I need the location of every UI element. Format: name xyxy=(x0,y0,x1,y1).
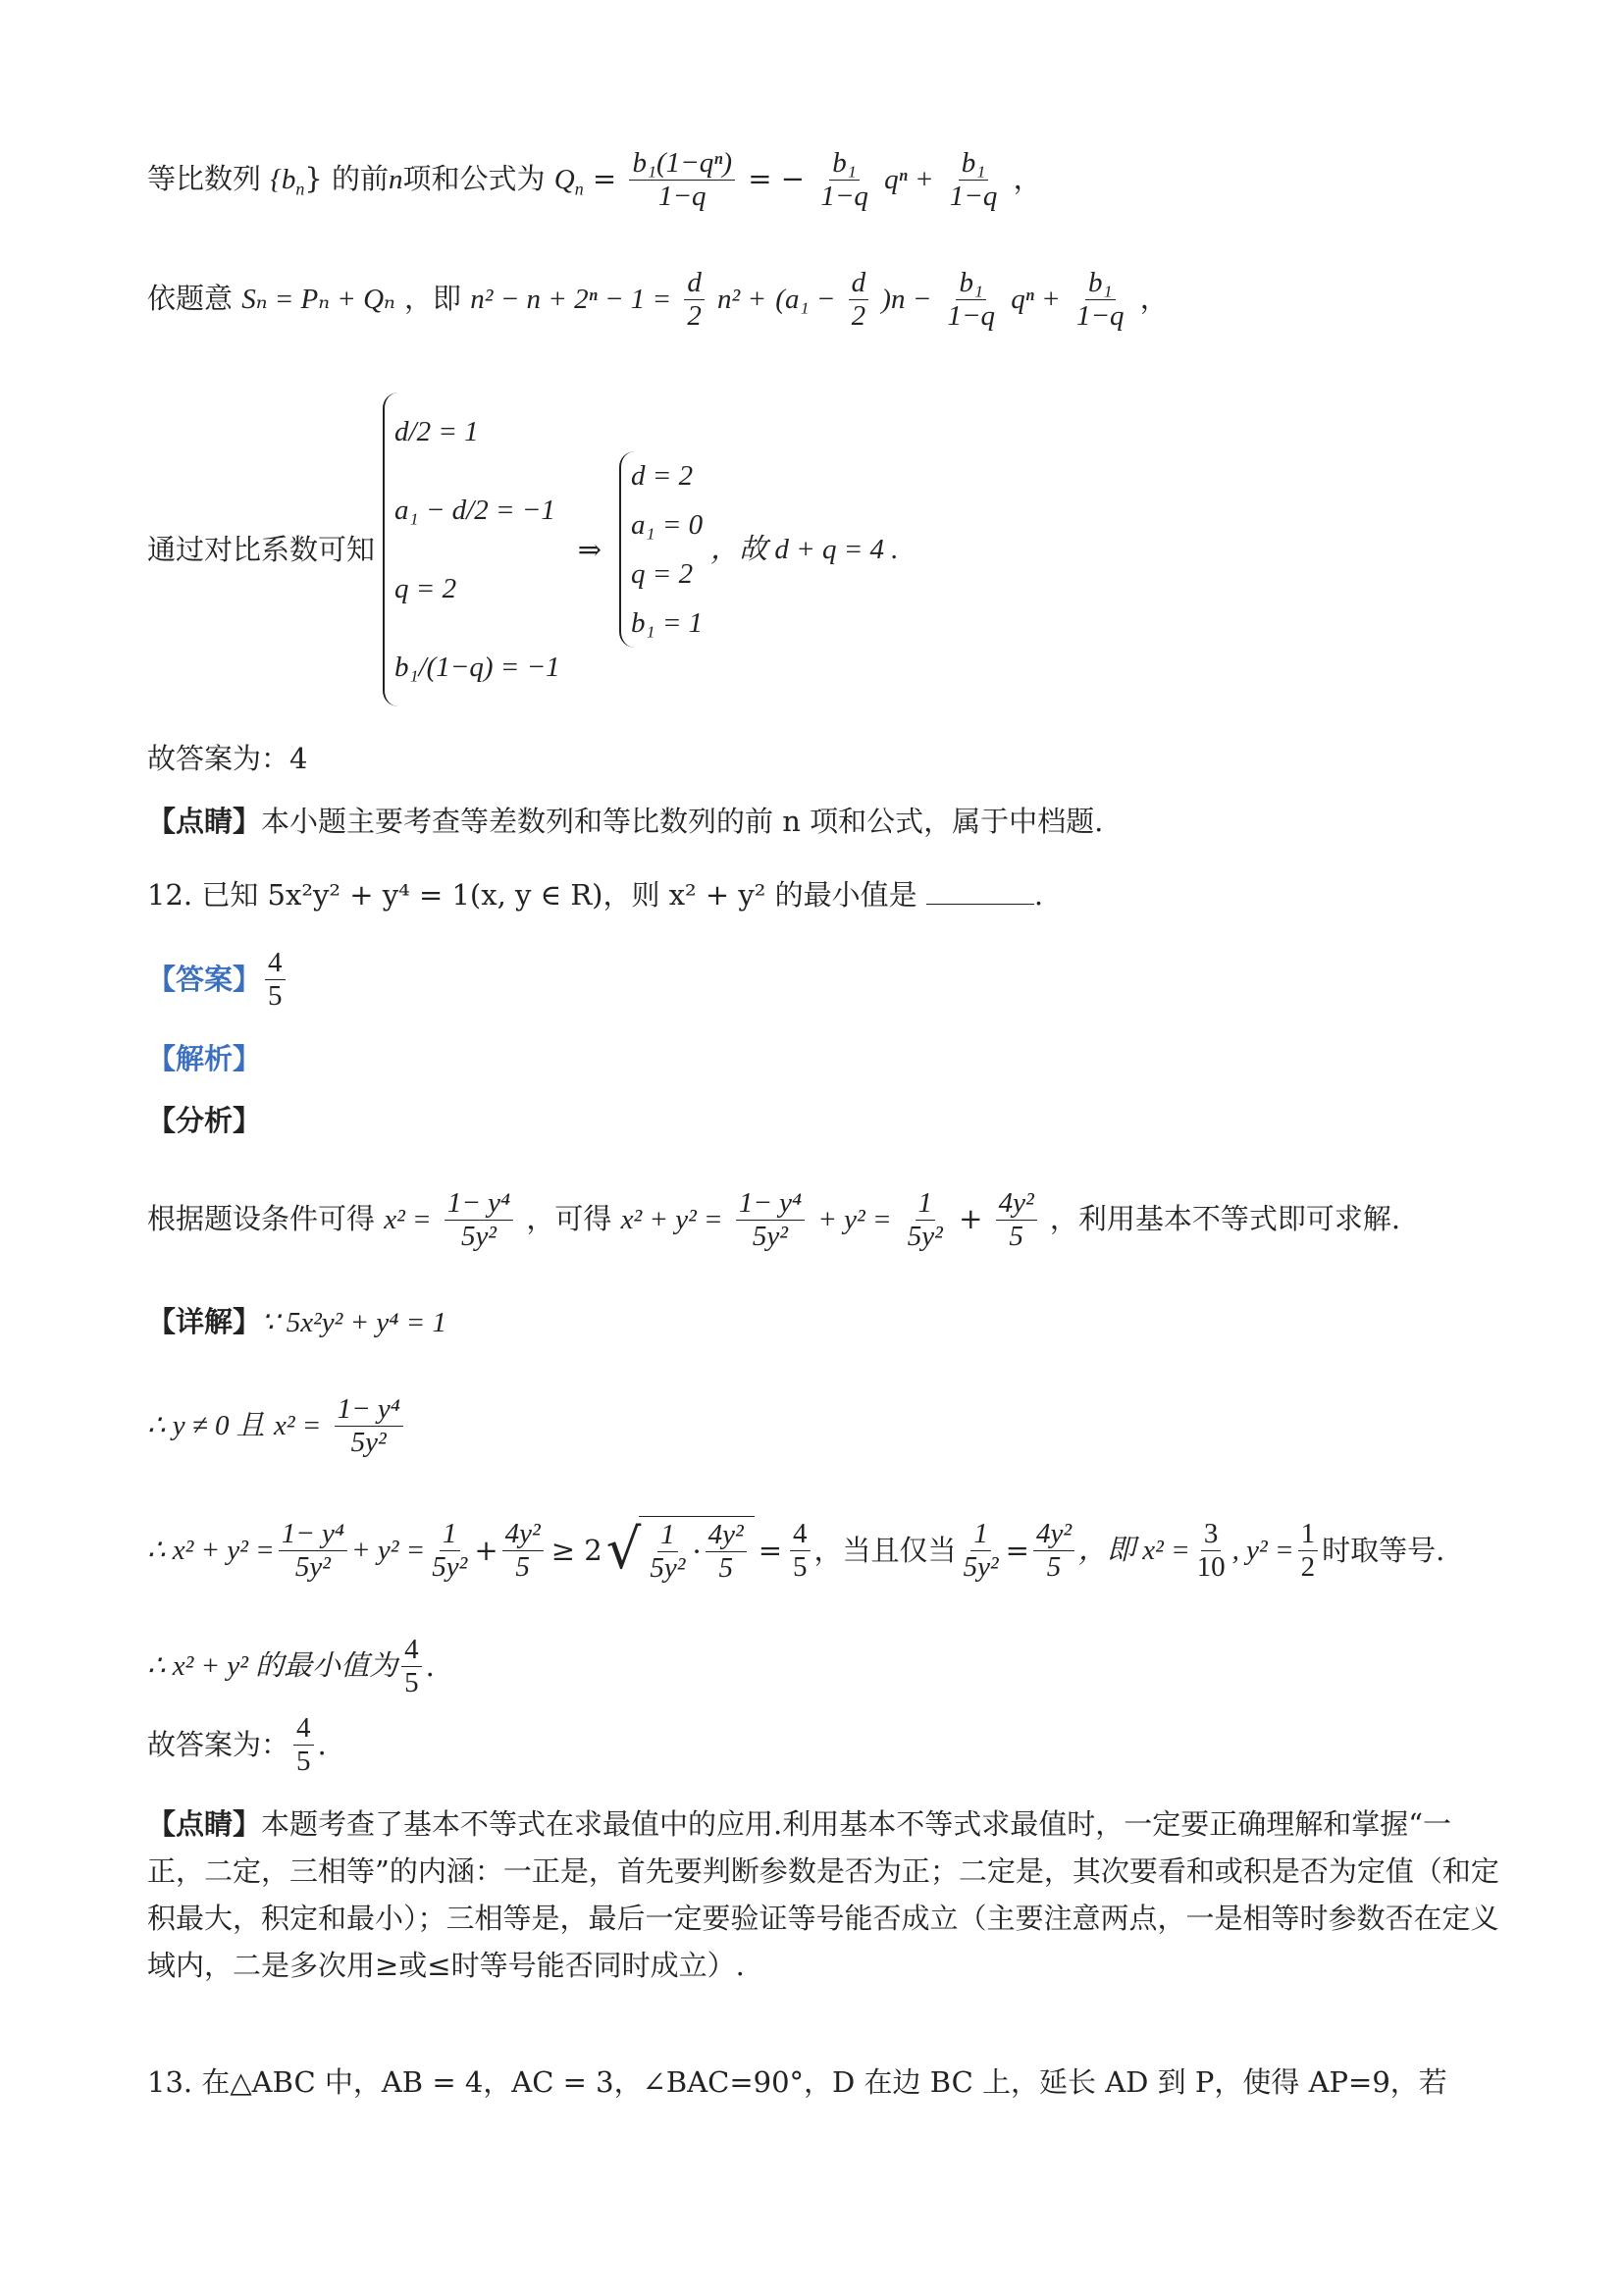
fraction: $\frac{d}{2}$ xyxy=(849,267,869,334)
math: n² − n + 2ⁿ − 1 = xyxy=(470,283,672,315)
math: x² + y² = xyxy=(620,1203,723,1235)
math: + y² = xyxy=(817,1203,892,1235)
math: x² = xyxy=(384,1203,432,1235)
math: ∴ y ≠ 0 且 xyxy=(147,1409,265,1441)
math: ≥ 2 xyxy=(550,1533,602,1567)
comment-tag: 【点睛】 xyxy=(147,1807,262,1841)
math: n xyxy=(389,163,403,195)
equation-system-2: d = 2 a₁ = 0 q = 2 b₁ = 1 xyxy=(619,451,703,648)
text: ，可得 xyxy=(526,1201,612,1235)
math: x² = xyxy=(273,1409,322,1441)
comment-text: 本小题主要考查等差数列和等比数列的前 n 项和公式，属于中档题. xyxy=(261,805,1104,838)
math: } xyxy=(304,161,323,195)
question-number: 12. xyxy=(147,878,193,912)
math: = xyxy=(758,1533,783,1567)
fraction: $\frac{\text{1− y⁴}}{\text{5y²}}$ xyxy=(335,1393,403,1460)
question-13 xyxy=(147,2065,1447,2100)
fraction: $\frac{1}{2}$ xyxy=(1298,1518,1319,1585)
fraction: $\frac{\text{b₁}}{1-q}$ xyxy=(1075,267,1125,333)
math: + xyxy=(959,1201,983,1235)
math: = − xyxy=(748,161,806,195)
answer-blank xyxy=(926,882,1034,905)
analysis-tag xyxy=(147,1042,261,1076)
answer-block xyxy=(147,947,289,1014)
text: 【解析】 xyxy=(147,1042,262,1075)
math: qⁿ + xyxy=(1011,283,1061,315)
fraction: $\frac{\text{1− y⁴}}{\text{5y²}}$ xyxy=(445,1187,513,1254)
fraction: $\frac{\text{4y²}}{5}$ xyxy=(996,1187,1037,1254)
math: n xyxy=(295,179,305,199)
step-2 xyxy=(147,1516,1444,1586)
question-text: 已知 5x²y² + y⁴ = 1(x, y ∈ R)，则 x² + y² 的最小值是 xyxy=(201,878,917,912)
answer-line: 故答案为：4 xyxy=(147,742,308,775)
fraction: $\frac{\text{b₁}}{1-q}$ xyxy=(949,147,998,213)
math: Q xyxy=(553,163,575,195)
text: ，当且仅当 xyxy=(813,1533,957,1567)
text: 【详解】 xyxy=(147,1305,262,1338)
fraction: $\frac{4}{5}$ xyxy=(401,1634,422,1700)
math: Sₙ = Pₙ + Qₙ xyxy=(241,283,395,315)
math: n² + xyxy=(717,283,767,315)
geometric-sum-formula-line xyxy=(147,147,1042,214)
math: ∵ 5x²y² + y⁴ = 1 xyxy=(261,1307,446,1338)
fraction: $\frac{1}{\text{5y²}}$ xyxy=(907,1187,943,1253)
math: , y² = xyxy=(1231,1534,1294,1566)
fraction: $\frac{4}{5}$ xyxy=(790,1518,811,1585)
implies-arrow: ⇒ xyxy=(577,532,602,566)
math: + y² = xyxy=(351,1534,426,1566)
fraction: $\frac{\text{1− y⁴}}{\text{5y²}}$ xyxy=(736,1187,805,1254)
math: · xyxy=(692,1535,702,1569)
fraction: $\frac{\text{4y²}}{5}$ xyxy=(502,1518,544,1585)
answer-tag: 【答案】 xyxy=(147,963,262,997)
sqrt-sign: √ xyxy=(605,1518,642,1583)
math: )n − xyxy=(881,283,932,315)
math: ，故 d + q = 4 . xyxy=(710,533,899,565)
fraction: $\frac{1}{\text{5y²}}$ xyxy=(650,1519,686,1585)
fraction: $\frac{4}{5}$ xyxy=(293,1712,314,1779)
comment-text: 本题考查了基本不等式在求最值中的应用.利用基本不等式求最值时，一定要正确理解和掌握“一正，二定，三相等”的内涵：一正是，首先要判断参数是否为正；二定是，其次要看和或积是否为定值（和定积最大，积定和最小）；三相等是，最后一定要验证等号能否成立（主要注意两点，一是相等时参数否在定义域内，二是多次用≥或≤时等号能否同时成立）. xyxy=(147,1807,1499,1982)
text: 的前 xyxy=(332,161,390,195)
math: ，即 x² = xyxy=(1078,1534,1190,1566)
fenxi-tag xyxy=(147,1104,261,1138)
math: n xyxy=(574,179,584,199)
step-3 xyxy=(147,1634,435,1700)
text: 等比数列 xyxy=(147,161,262,195)
math: ∴ x² + y² = xyxy=(147,1534,275,1566)
math: ∴ x² + y² 的最小值为 xyxy=(147,1650,398,1683)
sqrt-expression xyxy=(606,1516,755,1586)
fraction: $\frac{\text{b₁}}{1-q}$ xyxy=(947,267,996,333)
question-12 xyxy=(147,878,1043,913)
analysis-line xyxy=(147,1187,1400,1254)
detail-line xyxy=(147,1305,446,1340)
text: ，即 xyxy=(404,281,462,315)
fraction: $\frac{\text{b₁(1−qⁿ)}}{1-q}$ xyxy=(629,147,735,214)
math: + xyxy=(474,1533,498,1567)
fraction: $\frac{1}{\text{5y²}}$ xyxy=(963,1517,999,1583)
answer-line-2 xyxy=(147,1712,327,1779)
text: ， xyxy=(1139,281,1169,315)
fraction: $\frac{3}{10}$ xyxy=(1196,1517,1226,1583)
text: 时取等号. xyxy=(1322,1533,1445,1567)
text: 通过对比系数可知 xyxy=(147,532,376,566)
comment-tag: 【点睛】 xyxy=(147,805,262,838)
text: 【分析】 xyxy=(147,1104,262,1137)
equation-system-1: d/2 = 1 a₁ − d/2 = −1 q = 2 b₁/(1−q) = −1 xyxy=(383,392,560,706)
math: = xyxy=(592,161,617,195)
math: {b xyxy=(270,163,296,195)
text: 项和公式为 xyxy=(402,161,546,195)
question-text: 在△ABC 中，AB = 4，AC = 3，∠BAC=90°，D 在边 BC 上，延长 AD 到 P，使得 AP=9，若 xyxy=(201,2065,1447,2099)
text: 依题意 xyxy=(147,281,234,315)
math: (a₁ − xyxy=(775,283,836,315)
text: 故答案为： xyxy=(147,1728,290,1762)
fraction: $\frac{d}{2}$ xyxy=(684,267,705,334)
fraction: $\frac{\text{1− y⁴}}{\text{5y²}}$ xyxy=(279,1518,347,1585)
math: = xyxy=(1005,1533,1029,1567)
text: 根据题设条件可得 xyxy=(147,1201,376,1235)
comment-paragraph xyxy=(147,1800,1501,1989)
fraction: $\frac{\text{4y²}}{5}$ xyxy=(1033,1518,1074,1585)
math: qⁿ + xyxy=(884,163,934,195)
fraction: $\frac{1}{\text{5y²}}$ xyxy=(432,1517,468,1583)
text: ，利用基本不等式即可求解. xyxy=(1049,1201,1401,1235)
question-number: 13. xyxy=(147,2065,193,2099)
fraction: $\frac{\text{b₁}}{1-q}$ xyxy=(820,147,868,213)
text: . xyxy=(317,1728,327,1762)
fraction: $\frac{4}{5}$ xyxy=(265,947,286,1014)
coefficient-system-line xyxy=(147,392,899,706)
comment-line xyxy=(147,805,1103,839)
fraction: $\frac{\text{4y²}}{5}$ xyxy=(706,1519,747,1586)
text: . xyxy=(1033,878,1044,912)
step-1 xyxy=(147,1393,407,1460)
text: ， xyxy=(1013,161,1042,195)
identity-line xyxy=(147,267,1169,334)
text: . xyxy=(425,1649,435,1684)
